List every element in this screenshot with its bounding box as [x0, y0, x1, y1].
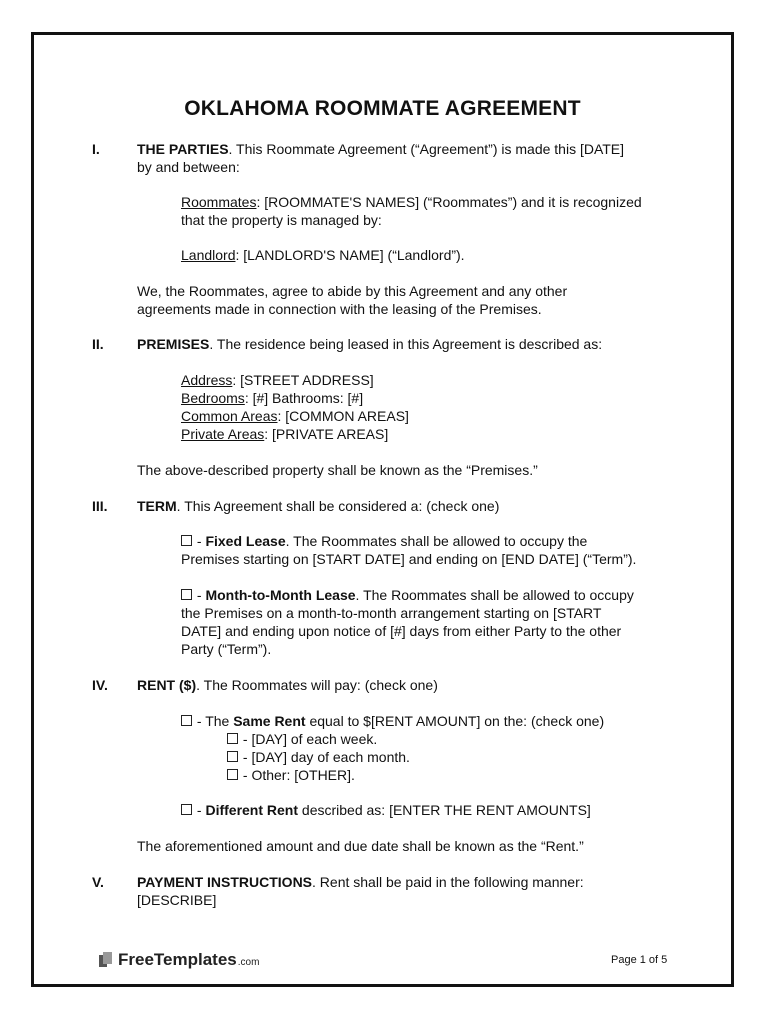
month-to-month-text: . The Roommates shall be allowed to occupy [355, 587, 634, 603]
different-rent-option [181, 802, 591, 820]
private-areas-text: : [PRIVATE AREAS] [264, 426, 389, 442]
same-rent-checkbox[interactable] [181, 715, 192, 726]
freetemplates-logo [99, 950, 259, 970]
page-number: Page 1 of 5 [611, 954, 668, 966]
different-rent-label: Different Rent [205, 802, 299, 818]
section-number: V. [92, 874, 104, 890]
day-of-month-checkbox[interactable] [227, 751, 238, 762]
month-to-month-checkbox[interactable] [181, 589, 192, 600]
document-icon [99, 952, 113, 968]
landlord-label: Landlord [181, 247, 236, 263]
private-areas-label: Private Areas [181, 426, 265, 442]
address-line [181, 372, 374, 390]
bedrooms-text: : [#] Bathrooms: [#] [244, 390, 364, 406]
address-label: Address [181, 372, 233, 388]
landlord-text: : [LANDLORD'S NAME] (“Landlord”). [235, 247, 465, 263]
option-text: - Other: [OTHER]. [239, 767, 355, 783]
common-areas-line [181, 408, 409, 426]
common-areas-label: Common Areas [181, 408, 278, 424]
rent-known-line: The aforementioned amount and due date shall be known as the “Rent.” [137, 838, 584, 854]
rent-other-option [227, 767, 355, 785]
different-rent-checkbox[interactable] [181, 804, 192, 815]
different-rent-text: described as: [ENTER THE RENT AMOUNTS] [298, 802, 591, 818]
document-page [31, 32, 734, 987]
rent-day-week-option [227, 731, 377, 749]
rent-line [137, 677, 438, 695]
roommates-line [181, 194, 642, 212]
option-prefix: - [193, 587, 206, 603]
address-text: : [STREET ADDRESS] [232, 372, 374, 388]
section-number: III. [92, 498, 108, 514]
option-prefix: - The [193, 713, 234, 729]
option-prefix: - [193, 802, 206, 818]
roommates-label: Roommates [181, 194, 257, 210]
private-areas-line [181, 426, 388, 444]
parties-line-2: by and between: [137, 159, 240, 175]
fixed-lease-checkbox[interactable] [181, 535, 192, 546]
section-number: II. [92, 336, 104, 352]
term-text: . This Agreement shall be considered a: (check one) [176, 498, 500, 514]
month-to-month-line-4: Party (“Term”). [181, 641, 272, 657]
landlord-line [181, 247, 465, 265]
section-number: IV. [92, 677, 108, 693]
fixed-lease-label: Fixed Lease [205, 533, 286, 549]
bedrooms-line [181, 390, 363, 408]
fixed-lease-line-2: Premises starting on [START DATE] and ending on [END DATE] (“Term”). [181, 551, 637, 567]
same-rent-text: equal to $[RENT AMOUNT] on the: (check one) [305, 713, 605, 729]
month-to-month-line-3: DATE] and ending upon notice of [#] days from either Party to the other [181, 623, 622, 639]
payment-text: . Rent shall be paid in the following manner: [312, 874, 584, 890]
month-to-month-line-2: the Premises on a month-to-month arrangement starting on [START [181, 605, 602, 621]
option-text: - [DAY] of each week. [239, 731, 378, 747]
section-heading: THE PARTIES [137, 141, 229, 157]
premises-text: . The residence being leased in this Agreement is described as: [209, 336, 603, 352]
month-to-month-label: Month-to-Month Lease [205, 587, 356, 603]
day-of-week-checkbox[interactable] [227, 733, 238, 744]
roommates-text: : [ROOMMATE'S NAMES] (“Roommates”) and it is recognized [256, 194, 642, 210]
other-checkbox[interactable] [227, 769, 238, 780]
parties-line [137, 141, 624, 159]
option-prefix: - [193, 533, 206, 549]
section-heading: PREMISES [137, 336, 210, 352]
fixed-lease-option [181, 533, 587, 551]
option-text: - [DAY] day of each month. [239, 749, 410, 765]
rent-text: . The Roommates will pay: (check one) [196, 677, 438, 693]
parties-text: . This Roommate Agreement (“Agreement”) is made this [DATE] [228, 141, 625, 157]
premises-known-line: The above-described property shall be known as the “Premises.” [137, 462, 538, 478]
fixed-lease-text: . The Roommates shall be allowed to occupy the [285, 533, 588, 549]
rent-day-month-option [227, 749, 410, 767]
section-heading: RENT ($) [137, 677, 197, 693]
same-rent-label: Same Rent [233, 713, 306, 729]
document-title: OKLAHOMA ROOMMATE AGREEMENT [184, 97, 581, 120]
logo-suffix: .com [237, 956, 260, 968]
month-to-month-option [181, 587, 634, 605]
logo-text: FreeTemplates [118, 950, 237, 969]
payment-line-2: [DESCRIBE] [137, 892, 217, 908]
agree-line-1: We, the Roommates, agree to abide by this Agreement and any other [137, 283, 568, 299]
agree-line-2: agreements made in connection with the leasing of the Premises. [137, 301, 542, 317]
term-line [137, 498, 499, 516]
common-areas-text: : [COMMON AREAS] [277, 408, 409, 424]
roommates-line-2: that the property is managed by: [181, 212, 382, 228]
payment-line [137, 874, 584, 892]
premises-line [137, 336, 602, 354]
bedrooms-label: Bedrooms [181, 390, 245, 406]
section-heading: PAYMENT INSTRUCTIONS [137, 874, 313, 890]
same-rent-option [181, 713, 604, 731]
section-heading: TERM [137, 498, 177, 514]
section-number: I. [92, 141, 100, 157]
